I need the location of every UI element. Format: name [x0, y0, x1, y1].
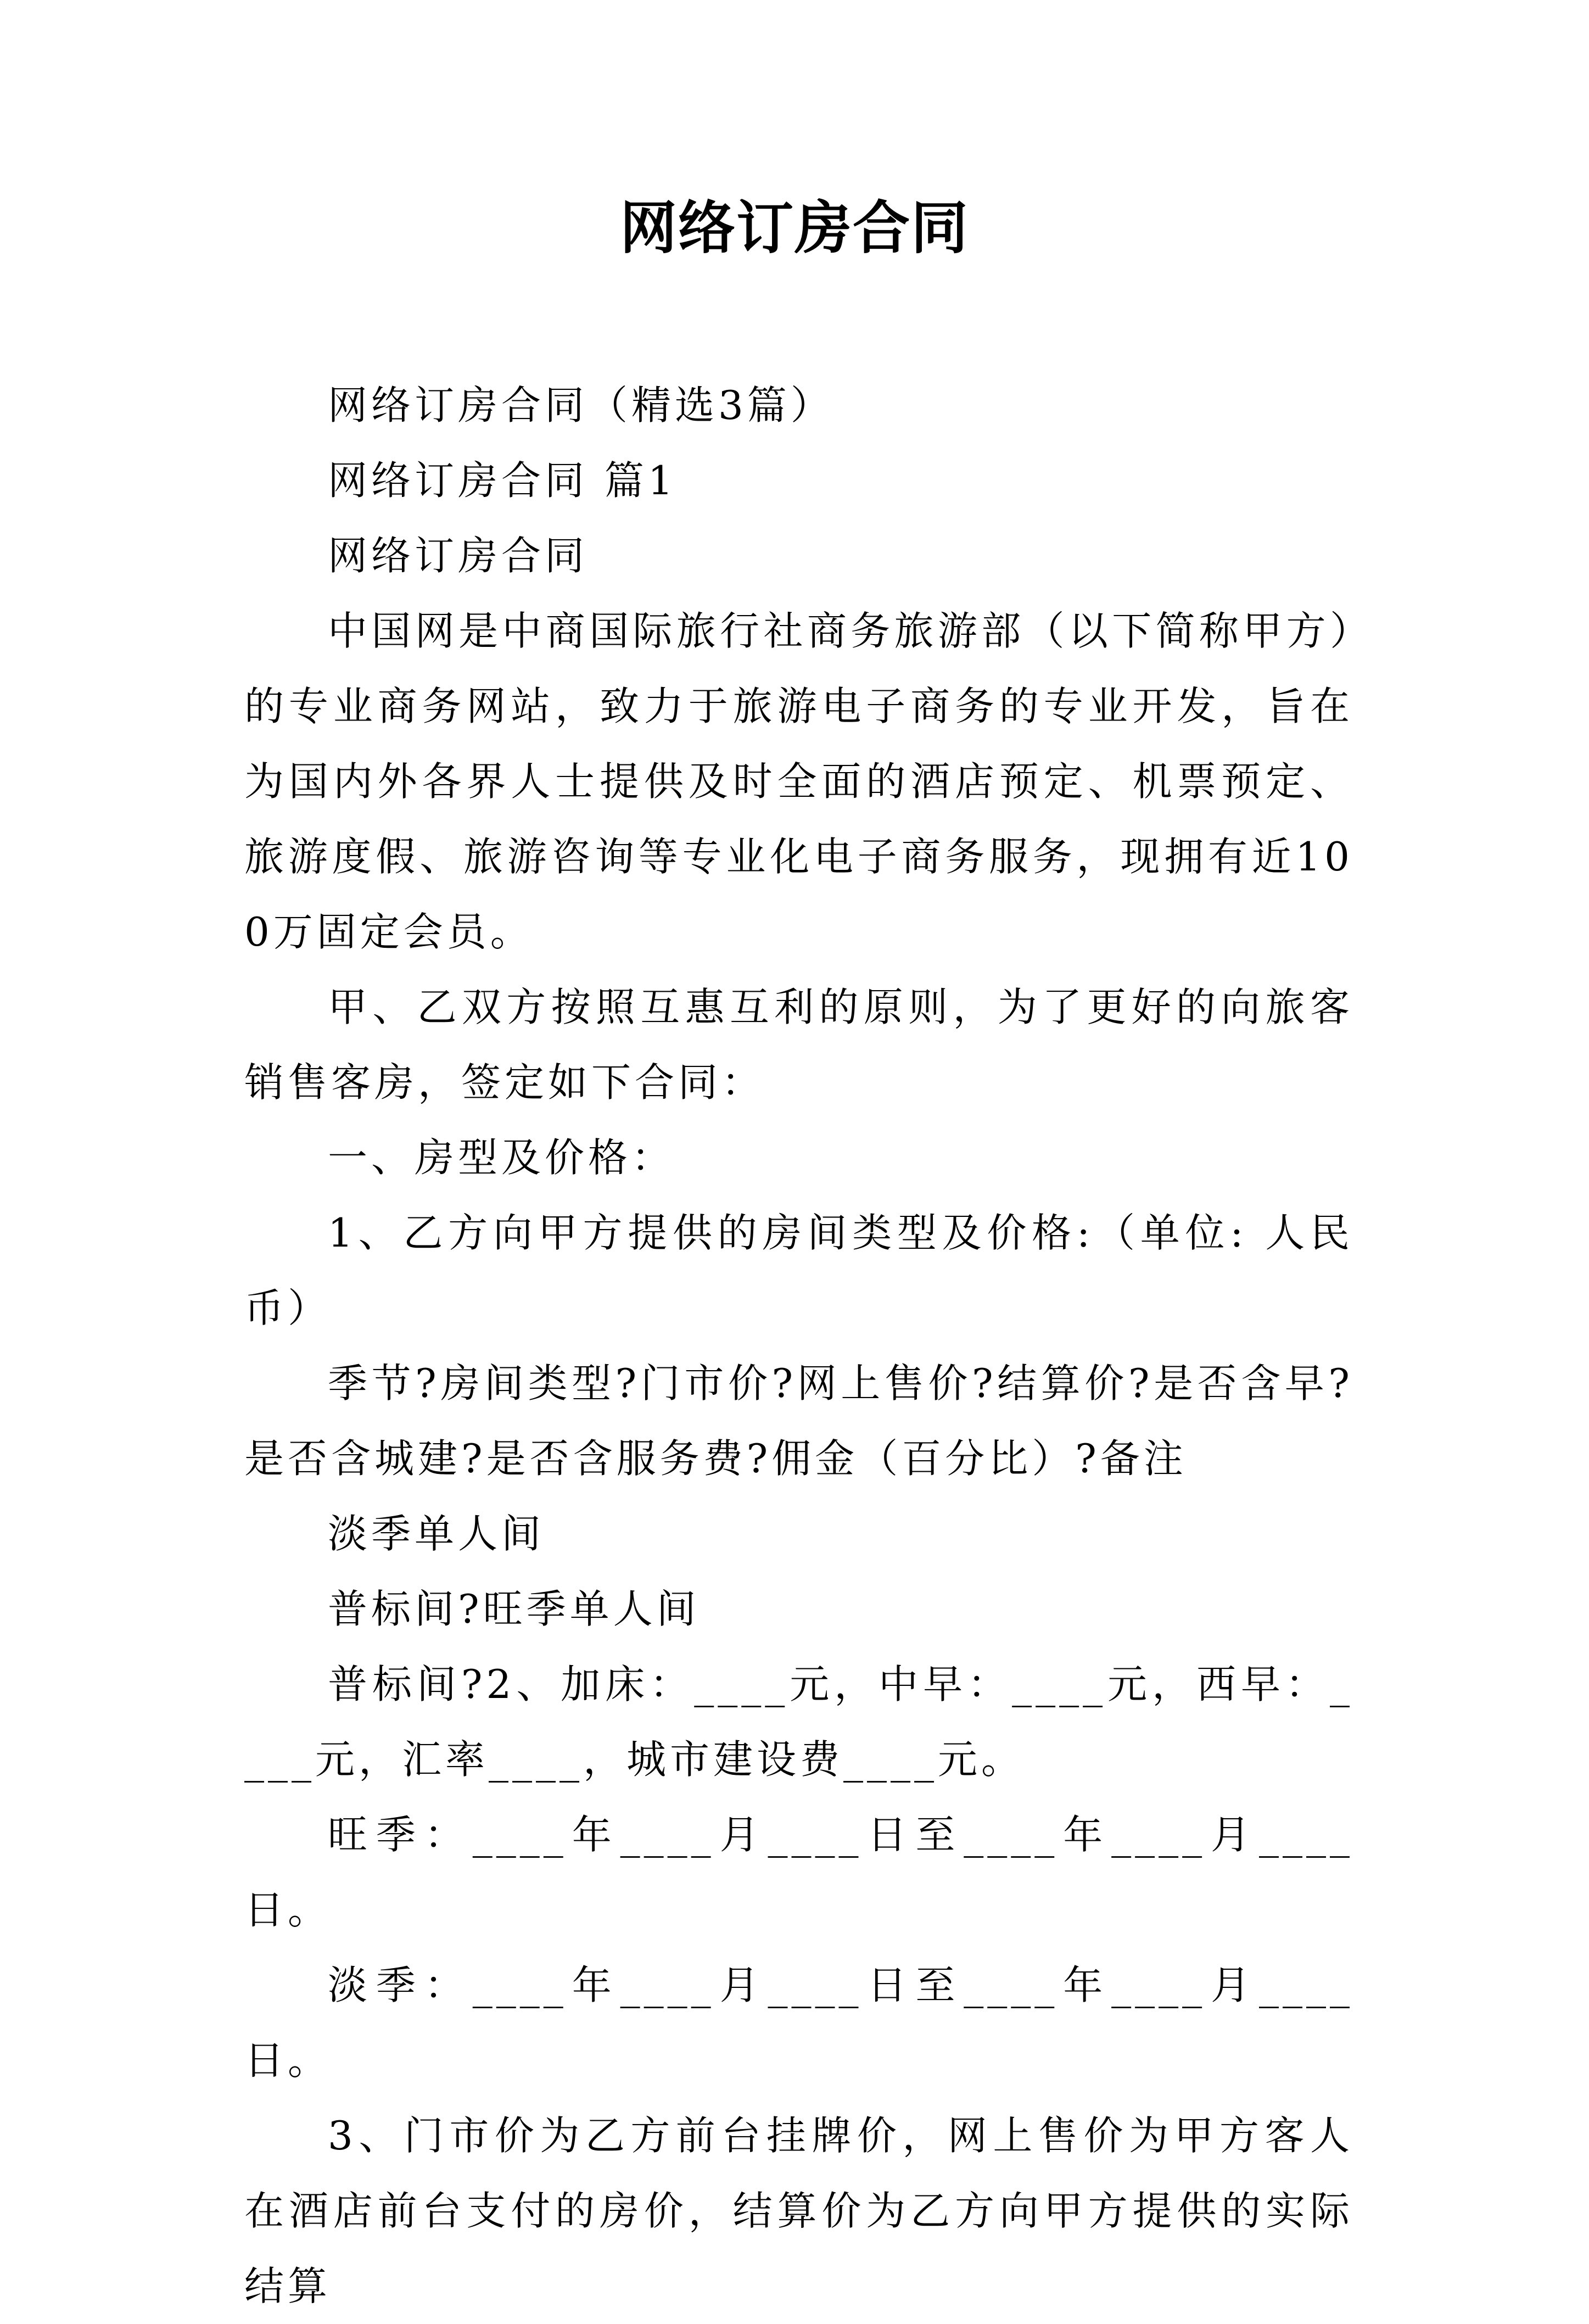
paragraph: 旺季：____年____月____日至____年____月____日。: [244, 1812, 1353, 1933]
paragraph: 1、乙方向甲方提供的房间类型及价格:（单位: 人民币）: [244, 1210, 1353, 1331]
document-title: 网络订房合同: [619, 194, 969, 261]
paragraph: 淡季：____年____月____日至____年____月____日。: [244, 1962, 1353, 2083]
paragraph: 季节?房间类型?门市价?网上售价?结算价?是否含早?是否含城建?是否含服务费?佣金（百分比）?备注: [244, 1360, 1353, 1482]
paragraph: 网络订房合同 篇1: [328, 457, 677, 504]
paragraph: 3、门市价为乙方前台挂牌价，网上售价为甲方客人在酒店前台支付的房价，结算价为乙方向甲方提供的实际结算: [244, 2113, 1353, 2309]
paragraph: 甲、乙双方按照互惠互利的原则，为了更好的向旅客销售客房，签定如下合同：: [244, 984, 1353, 1105]
paragraph: 中国网是中商国际旅行社商务旅游部（以下简称甲方）的专业商务网站，致力于旅游电子商务的专业开发，旨在为国内外各界人士提供及时全面的酒店预定、机票预定、旅游度假、旅游咨询等专业化电子商务服务，现拥有近100万固定会员。: [244, 608, 1353, 955]
paragraph: 普标间?2、加床：____元，中早：____元，西早：____元，汇率____，城市建设费____元。: [244, 1661, 1353, 1783]
paragraph: 网络订房合同（精选3篇）: [328, 382, 834, 428]
paragraph: 一、房型及价格：: [328, 1135, 675, 1181]
document-body: [244, 368, 1353, 2324]
paragraph: 淡季单人间: [328, 1511, 545, 1557]
paragraph: 网络订房合同: [328, 533, 589, 579]
paragraph: 普标间?旺季单人间: [328, 1586, 700, 1632]
